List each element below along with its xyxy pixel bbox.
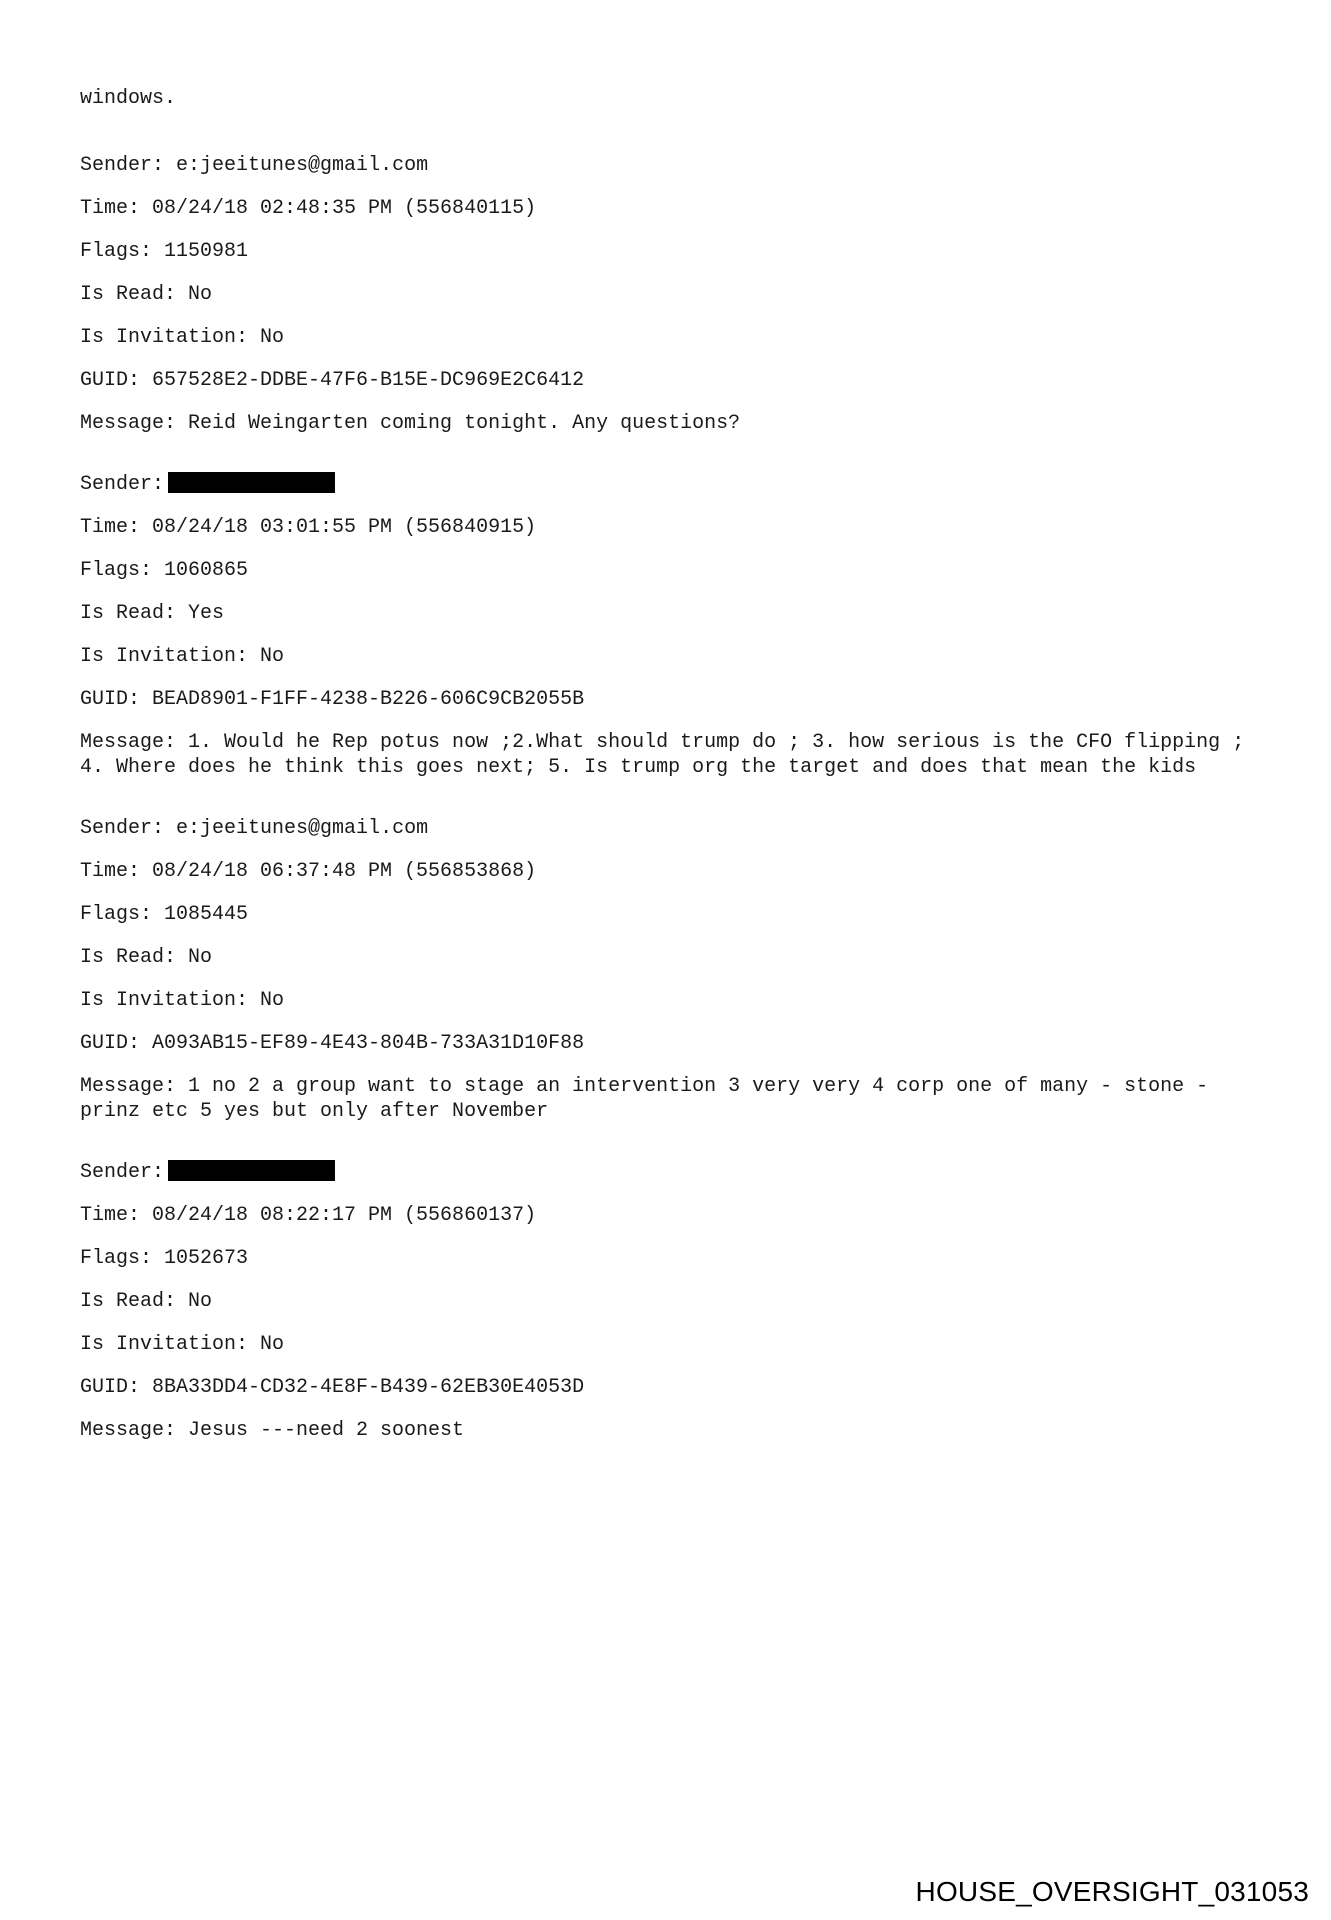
guid-line: GUID: BEAD8901-F1FF-4238-B226-606C9CB2055B — [80, 688, 585, 711]
sender-label: Sender: — [80, 154, 165, 177]
sender-value: e:jeeitunes@gmail.com — [176, 154, 429, 177]
is-invitation-line: Is Invitation: No — [80, 645, 285, 668]
redaction-box — [168, 1160, 335, 1181]
is-read-line: Is Read: No — [80, 283, 213, 306]
message-record — [80, 153, 1260, 436]
guid-line: GUID: A093AB15-EF89-4E43-804B-733A31D10F88 — [80, 1032, 585, 1055]
is-read-line: Is Read: Yes — [80, 602, 225, 625]
message-text: Message: 1 no 2 a group want to stage an intervention 3 very very 4 corp one of many - stone - prinz etc 5 yes but only after November — [80, 1075, 1221, 1123]
time-line: Time: 08/24/18 03:01:55 PM (556840915) — [80, 516, 537, 539]
sender-label: Sender: — [80, 1161, 165, 1184]
message-record — [80, 816, 1260, 1124]
sender-line — [80, 816, 1260, 841]
message-record — [80, 1160, 1260, 1443]
is-read-line: Is Read: No — [80, 946, 213, 969]
sender-line — [80, 153, 1260, 178]
time-line: Time: 08/24/18 06:37:48 PM (556853868) — [80, 860, 537, 883]
is-invitation-line: Is Invitation: No — [80, 326, 285, 349]
guid-line: GUID: 657528E2-DDBE-47F6-B15E-DC969E2C6412 — [80, 369, 585, 392]
is-read-line: Is Read: No — [80, 1290, 213, 1313]
flags-line: Flags: 1060865 — [80, 559, 249, 582]
flags-line: Flags: 1150981 — [80, 240, 249, 263]
document-body — [80, 86, 1260, 1479]
sender-label: Sender: — [80, 473, 165, 496]
is-invitation-line: Is Invitation: No — [80, 1333, 285, 1356]
time-line: Time: 08/24/18 08:22:17 PM (556860137) — [80, 1204, 537, 1227]
sender-line — [80, 472, 1260, 497]
message-text: Message: 1. Would he Rep potus now ;2.What should trump do ; 3. how serious is the CFO flipping ; 4. Where does he think this goes next; 5. Is trump org the target and does that mean the kids — [80, 731, 1257, 779]
guid-line: GUID: 8BA33DD4-CD32-4E8F-B439-62EB30E4053D — [80, 1376, 585, 1399]
sender-line — [80, 1160, 1260, 1185]
flags-line: Flags: 1085445 — [80, 903, 249, 926]
sender-value: e:jeeitunes@gmail.com — [176, 817, 429, 840]
bates-number: HOUSE_OVERSIGHT_031053 — [915, 1876, 1309, 1907]
message-record — [80, 472, 1260, 780]
time-line: Time: 08/24/18 02:48:35 PM (556840115) — [80, 197, 537, 220]
is-invitation-line: Is Invitation: No — [80, 989, 285, 1012]
message-text: Message: Jesus ---need 2 soonest — [80, 1419, 465, 1442]
redaction-box — [168, 472, 335, 493]
flags-line: Flags: 1052673 — [80, 1247, 249, 1270]
intro-text: windows. — [80, 87, 177, 110]
message-text: Message: Reid Weingarten coming tonight. Any questions? — [80, 412, 741, 435]
sender-label: Sender: — [80, 817, 165, 840]
